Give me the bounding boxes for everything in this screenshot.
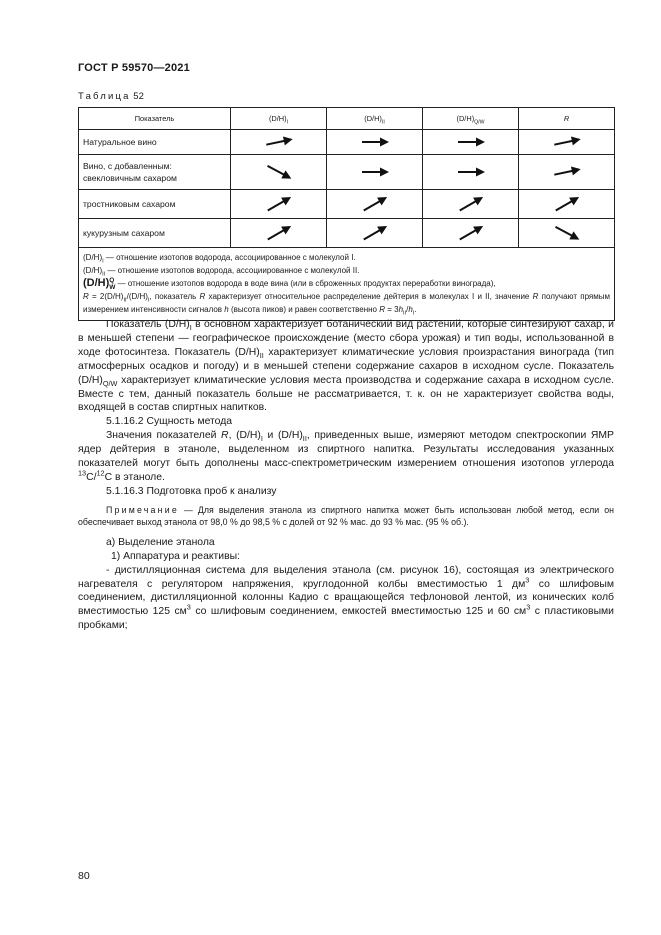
direction-arrow-down	[262, 163, 296, 181]
col-header-dh2: $(D/H)_{II}$	[327, 108, 423, 130]
row-label: Вино, с добавленным: свекловичным сахаром	[79, 155, 231, 190]
arrow-cell	[327, 155, 423, 190]
table-row-natural	[79, 130, 615, 155]
row-label: Натуральное вино	[79, 130, 231, 155]
direction-arrow-flat	[454, 163, 488, 181]
arrow-cell	[327, 130, 423, 155]
direction-arrow-up	[454, 195, 488, 213]
direction-arrow-up	[454, 224, 488, 242]
arrow-cell	[423, 190, 519, 219]
paragraph-distillation-system: - дистилляционная система для выделения этанола (см. рисунок 16), состоящая из электрического нагревателя с регулятором напряжения, круглодонной колбы вместимостью 1 $дм^3$ со шлифовым соединением, дистилляционной колонны Кадио с вращающейся тефлоновой лентой, из конических колб вместимостью 125 $см^3$ со шлифовым соединением, емкостей вместимостью 125 и 60 $см^3$ с пластиковыми пробками;	[78, 564, 614, 632]
table-caption-word: Таблица	[78, 91, 131, 102]
direction-arrow-up-slight	[550, 133, 584, 151]
isotope-table	[78, 107, 615, 321]
note-paragraph: Примечание — Для выделения этанола из спиртного напитка может быть использован любой метод, если он обеспечивает выход этанола от 98,0 % до 98,5 % с долей от 92 % мас. до 93 % мас. (95 % об.).	[78, 504, 614, 527]
row-label: тростниковым сахаром	[79, 190, 231, 219]
arrow-cell	[231, 130, 327, 155]
arrow-cell	[423, 219, 519, 248]
arrow-cell	[327, 190, 423, 219]
direction-arrow-up-slight	[550, 163, 584, 181]
subheading-equipment: 1) Аппаратура и реактивы:	[111, 550, 240, 562]
subheading-ethanol-extraction: а) Выделение этанола	[106, 536, 215, 548]
table-row-corn	[79, 219, 615, 248]
arrow-cell	[231, 155, 327, 190]
arrow-cell	[519, 155, 615, 190]
note-line-4: $R = 2(D/H)_{II}/(D/H)_I$, показатель R характеризует относительное распределение дейтерия в молекулах I и II, значение R получают прямым измерением интенсивности сигналов h (высота пиков) и равен соответственно $R = 3h_{II}/h_I$.	[83, 292, 611, 317]
note-line-3: (D/H)Q W — отношение изотопов водорода в воде вина (или в сброженных продуктах переработки винограда),	[83, 277, 496, 292]
note-line-1: $(D/H)_I$ — отношение изотопов водорода, ассоциированное с молекулой I.	[83, 253, 356, 265]
table-notes	[79, 248, 615, 321]
col-header-dhq: $(D/H)_{Q/W}$	[423, 108, 519, 130]
arrow-cell	[519, 130, 615, 155]
paragraph-dh-description: Показатель $(D/H)_I$ в основном характеризует ботанический вид растений, которые синтезируют сахар, и в меньшей степени — географическое происхождение (место сбора урожая) и тип воды, использованной в ходе фотосинтеза. Показатель $(D/H)_{II}$ характеризует климатические условия произрастания винограда (тип атмосферных осадков и погоду) и в меньшей степени содержание сахаров в исходном сусле. Показатель $(D/H)_{Q/W}$ характеризует климатические условия места производства и содержание сахара в исходном сусле. Вместе с тем, данный показатель больше не рассматривается, т. к. он не характеризует свойства воды, входящей в состав спиртных напитков.	[78, 319, 614, 414]
arrow-cell	[519, 219, 615, 248]
row-label: кукурузным сахаром	[79, 219, 231, 248]
direction-arrow-up	[550, 195, 584, 213]
table-row-beet	[79, 155, 615, 190]
arrow-cell	[423, 130, 519, 155]
direction-arrow-up	[262, 195, 296, 213]
arrow-cell	[423, 155, 519, 190]
direction-arrow-up	[262, 224, 296, 242]
section-heading-5-1-16-3: 5.1.16.3 Подготовка проб к анализу	[106, 485, 277, 497]
table-notes-row	[79, 248, 615, 321]
direction-arrow-up-slight	[262, 133, 296, 151]
direction-arrow-flat	[358, 133, 392, 151]
body-text	[78, 318, 614, 633]
direction-arrow-up	[358, 224, 392, 242]
table-header-row	[79, 108, 615, 130]
arrow-cell	[519, 190, 615, 219]
note-line-2: $(D/H)_{II}$ — отношение изотопов водорода, ассоциированное с молекулой II.	[83, 265, 360, 278]
table-caption-number: 52	[133, 91, 144, 102]
col-header-r: R	[519, 108, 615, 130]
direction-arrow-up	[358, 195, 392, 213]
arrow-cell	[231, 190, 327, 219]
arrow-cell	[231, 219, 327, 248]
direction-arrow-flat	[358, 163, 392, 181]
section-heading-5-1-16-2: 5.1.16.2 Сущность метода	[106, 416, 233, 428]
page-number: 80	[78, 870, 90, 882]
direction-arrow-down	[550, 224, 584, 242]
table-row-cane	[79, 190, 615, 219]
col-header-dh1: $(D/H)_I$	[231, 108, 327, 130]
paragraph-method-essence: Значения показателей R, $(D/H)_I$ и $(D/H)_{II}$, приведенных выше, измеряют методом спектроскопии ЯМР ядер дейтерия в этаноле, выделенном из спиртного напитка. Результаты исследования указанных показателей могут быть дополнены масс-спектрометрическим измерением отношения изотопов углерода $^{13}$C/$^{12}$C в этаноле.	[78, 430, 614, 483]
table-caption	[78, 91, 144, 102]
direction-arrow-flat	[454, 133, 488, 151]
document-header: ГОСТ Р 59570—2021	[78, 62, 190, 74]
col-header-indicator: Показатель	[79, 108, 231, 130]
arrow-cell	[327, 219, 423, 248]
